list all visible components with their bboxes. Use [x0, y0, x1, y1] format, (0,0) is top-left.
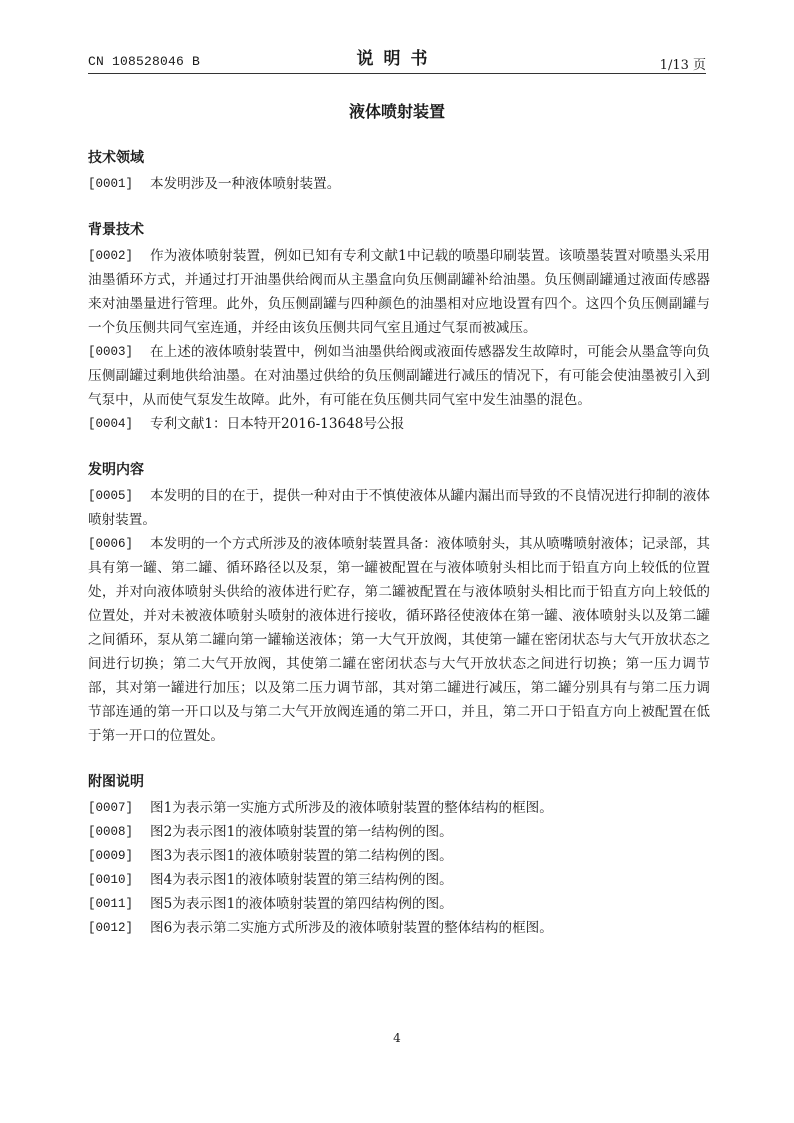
paragraph: [88, 868, 710, 892]
section: [88, 148, 710, 196]
paragraph-number: [0008]: [88, 825, 134, 839]
paragraph-text: 专利文献1：日本特开2016-13648号公报: [150, 416, 405, 432]
paragraph-number: [0006]: [88, 537, 134, 551]
page-number: 4: [393, 1031, 401, 1045]
section-heading: 附图说明: [88, 774, 144, 790]
section: [88, 460, 710, 748]
section: [88, 772, 710, 940]
paragraph-text: 本发明的一个方式所涉及的液体喷射装置具备：液体喷射头，其从喷嘴喷射液体；记录部，其具有第一罐、第二罐、循环路径以及泵，第一罐被配置在与液体喷射头相比而于铅直方向上较低的位置处，并对向液体喷射头供给的液体进行贮存，第二罐被配置在与液体喷射头相比而于铅直方向上较低的位置处，并对未被液体喷射头喷射的液体进行接收，循环路径使液体在第一罐、液体喷射头以及第二罐之间循环，泵从第二罐向第一罐输送液体；第一大气开放阀，其使第一罐在密闭状态与大气开放状态之间进行切换；第二大气开放阀，其使第二罐在密闭状态与大气开放状态之间进行切换；第一压力调节部，其对第一罐进行加压；以及第二压力调节部，其对第二罐进行减压，第二罐分别具有与第二压力调节部连通的第一开口以及与第二大气开放阀连通的第二开口，并且，第二开口于铅直方向上被配置在低于第一开口的位置处。: [88, 536, 710, 744]
paragraph: [88, 916, 710, 940]
paragraph-text: 在上述的液体喷射装置中，例如当油墨供给阀或液面传感器发生故障时，可能会从墨盒等向负压侧副罐过剩地供给油墨。在对油墨过供给的负压侧副罐进行减压的情况下，有可能会使油墨被引入到气泵中，从而使气泵发生故障。此外，有可能在负压侧共同气室中发生油墨的混色。: [88, 344, 710, 408]
paragraph-text: 图3为表示图1的液体喷射装置的第二结构例的图。: [150, 848, 453, 864]
paragraph-number: [0004]: [88, 417, 134, 431]
section: [88, 220, 710, 436]
paragraph: [88, 412, 710, 436]
document-type-label: 说明书: [356, 49, 438, 69]
paragraph-number: [0011]: [88, 897, 134, 911]
section-heading: 发明内容: [88, 462, 144, 478]
paragraph: [88, 844, 710, 868]
patent-number: CN 108528046 B: [88, 54, 201, 69]
page-header: [88, 44, 706, 74]
paragraph-text: 图5为表示图1的液体喷射装置的第四结构例的图。: [150, 896, 453, 912]
paragraph-number: [0007]: [88, 801, 134, 815]
paragraph: [88, 172, 710, 196]
paragraph-number: [0003]: [88, 345, 134, 359]
section-spacer: [88, 748, 710, 772]
paragraph-text: 本发明涉及一种液体喷射装置。: [150, 176, 341, 192]
paragraph-text: 本发明的目的在于，提供一种对由于不慎使液体从罐内漏出而导致的不良情况进行抑制的液体喷射装置。: [88, 488, 710, 528]
paragraph: [88, 532, 710, 748]
paragraph-number: [0009]: [88, 849, 134, 863]
paragraph-number: [0001]: [88, 177, 134, 191]
paragraph-number: [0012]: [88, 921, 134, 935]
header-divider: [88, 73, 706, 74]
paragraph-number: [0002]: [88, 249, 134, 263]
document-title: 液体喷射装置: [348, 102, 445, 121]
paragraph-text: 图6为表示第二实施方式所涉及的液体喷射装置的整体结构的框图。: [150, 920, 553, 936]
paragraph-number: [0005]: [88, 489, 134, 503]
section-spacer: [88, 436, 710, 460]
paragraph: [88, 892, 710, 916]
section-heading: 背景技术: [88, 222, 144, 238]
paragraph: [88, 820, 710, 844]
paragraph: [88, 244, 710, 340]
page-count: 1/13 页: [659, 58, 706, 73]
section-spacer: [88, 196, 710, 220]
paragraph: [88, 340, 710, 412]
paragraph-text: 图1为表示第一实施方式所涉及的液体喷射装置的整体结构的框图。: [150, 800, 553, 816]
paragraph-text: 作为液体喷射装置，例如已知有专利文献1中记载的喷墨印刷装置。该喷墨装置对喷墨头采用油墨循环方式，并通过打开油墨供给阀而从主墨盒向负压侧副罐补给油墨。负压侧副罐通过液面传感器来对油墨量进行管理。此外，负压侧副罐与四种颜色的油墨相对应地设置有四个。这四个负压侧副罐与一个负压侧共同气室连通，并经由该负压侧共同气室且通过气泵而被减压。: [88, 248, 710, 336]
paragraph-number: [0010]: [88, 873, 134, 887]
paragraph: [88, 796, 710, 820]
paragraph: [88, 484, 710, 532]
section-heading: 技术领域: [88, 150, 144, 166]
document-body: [88, 148, 710, 940]
paragraph-text: 图2为表示图1的液体喷射装置的第一结构例的图。: [150, 824, 453, 840]
paragraph-text: 图4为表示图1的液体喷射装置的第三结构例的图。: [150, 872, 453, 888]
